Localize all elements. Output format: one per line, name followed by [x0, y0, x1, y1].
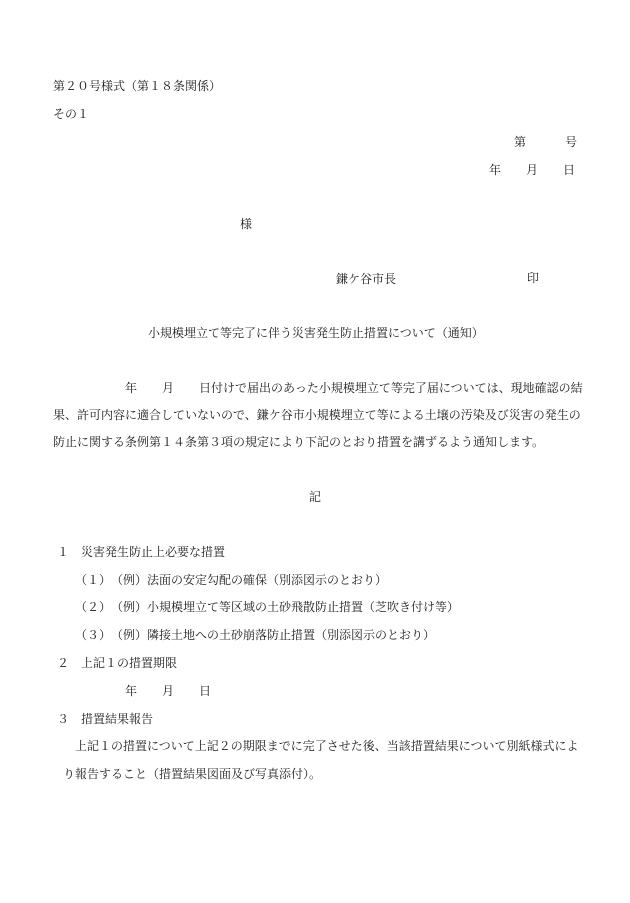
- seal: 印: [526, 271, 539, 285]
- form-label: 第２０号様式（第１８条関係）: [53, 79, 222, 93]
- date-month: 月: [526, 163, 539, 177]
- addressee-suffix: 様: [240, 217, 253, 231]
- part-label: その１: [53, 107, 90, 121]
- date-year: 年: [489, 163, 502, 177]
- body-line-1: 付けで届出のあった小規模埋立て等完了届については、現地確認の結: [211, 381, 583, 395]
- section1-heading: １ 災害発生防止上必要な措置: [57, 545, 226, 559]
- issuer: 鎌ケ谷市長: [336, 272, 397, 286]
- deadline-month: 月: [162, 684, 175, 698]
- date-day: 日: [563, 163, 576, 177]
- deadline-year: 年: [125, 684, 138, 698]
- section3-line-2: り報告すること（措置結果図面及び写真添付）。: [63, 767, 322, 781]
- body-date-day: 日: [199, 381, 212, 395]
- ki-label: 記: [309, 490, 322, 504]
- section1-item-1: （１） （例）法面の安定勾配の確保（別添図示のとおり）: [75, 573, 388, 587]
- section3-heading: ３ 措置結果報告: [57, 712, 154, 726]
- body-date-year: 年: [125, 381, 138, 395]
- section2-heading: ２ 上記１の措置期限: [57, 656, 178, 670]
- body-date-month: 月: [162, 381, 175, 395]
- section1-item-2: （２） （例）小規模埋立て等区域の土砂飛散防止措置（芝吹き付け等）: [75, 600, 460, 614]
- doc-number-suffix: 号: [565, 135, 578, 149]
- section3-line-1: 上記１の措置について上記２の期限までに完了させた後、当該措置結果について別紙様式によ: [75, 739, 579, 753]
- document-title: 小規模埋立て等完了に伴う災害発生防止措置について（通知）: [148, 326, 484, 340]
- doc-number-prefix: 第: [514, 135, 527, 149]
- body-line-3: 防止に関する条例第１４条第３項の規定により下記のとおり措置を講ずるよう通知します。: [53, 435, 545, 449]
- body-line-2: 果、許可内容に適合していないので、鎌ケ谷市小規模埋立て等による土壌の汚染及び災害の発生の: [53, 408, 581, 422]
- deadline-day: 日: [199, 684, 212, 698]
- section1-item-3: （３） （例）隣接土地への土砂崩落防止措置（別添図示のとおり）: [75, 628, 436, 642]
